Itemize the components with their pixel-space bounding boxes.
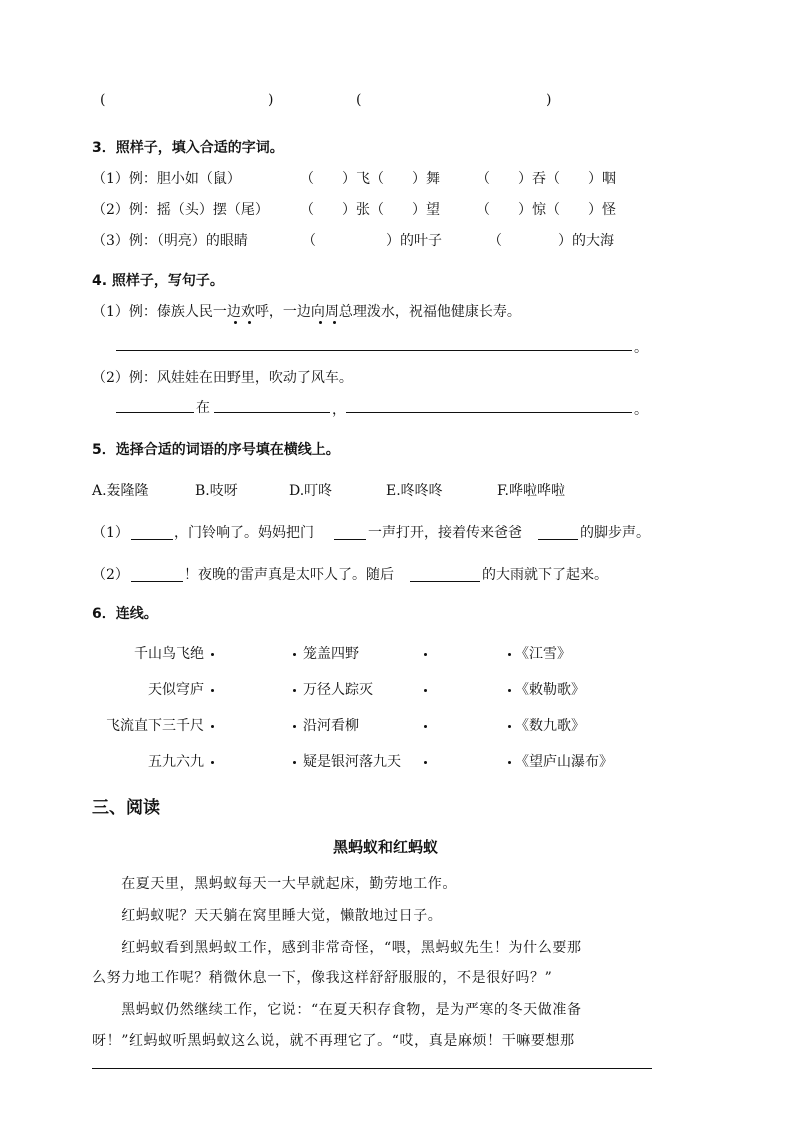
answer-line-2b[interactable] xyxy=(214,412,330,413)
q4-mid-word: 在 xyxy=(196,400,210,416)
match-right-1: 《江雪》 xyxy=(515,646,571,662)
s2-blank-1[interactable] xyxy=(131,581,183,582)
s1-text-3: 的脚步声。 xyxy=(580,525,650,541)
story-line-2: 红蚂蚁呢？天天躺在窝里睡大觉，懒散地过日子。 xyxy=(92,908,443,924)
match-dot-col2-right[interactable] xyxy=(424,725,427,728)
match-mid-3: 沿河看柳 xyxy=(303,718,359,734)
s1-blank-2[interactable] xyxy=(334,539,366,540)
emphasis-dot xyxy=(248,321,251,324)
option-f: F.哗啦哗啦 xyxy=(497,483,565,499)
footer-rule xyxy=(92,1068,652,1069)
q3-row1-label: （1）例：胆小如（鼠） xyxy=(92,171,241,187)
paren-open-1: ( xyxy=(100,92,106,108)
option-e: E.咚咚咚 xyxy=(386,483,443,499)
match-dot-col3[interactable] xyxy=(508,653,511,656)
match-dot-col1[interactable] xyxy=(211,761,214,764)
match-mid-4: 疑是银河落九天 xyxy=(303,754,401,770)
match-mid-2: 万径人踪灭 xyxy=(303,682,373,698)
s1-blank-1[interactable] xyxy=(131,539,173,540)
q3-row2-blank-b[interactable]: （ ）惊（ ）怪 xyxy=(476,202,616,218)
s2-text-1: ！夜晚的雷声真是太吓人了。随后 xyxy=(184,567,394,583)
s1-text-2: 一声打开，接着传来爸爸 xyxy=(368,525,522,541)
paren-close-1: ) xyxy=(268,92,274,108)
match-dot-col2[interactable] xyxy=(293,653,296,656)
answer-line-1[interactable] xyxy=(116,350,632,351)
emphasis-dot xyxy=(319,321,322,324)
match-right-4: 《望庐山瀑布》 xyxy=(515,754,613,770)
option-b: B.吱呀 xyxy=(195,483,238,499)
match-left-1: 千山鸟飞绝 xyxy=(134,646,204,662)
s2-blank-2[interactable] xyxy=(410,581,480,582)
paren-close-2: ) xyxy=(546,92,552,108)
q4-heading: 4. 照样子，写句子。 xyxy=(92,273,224,289)
match-dot-col1[interactable] xyxy=(211,689,214,692)
match-left-3: 飞流直下三千尺 xyxy=(106,718,204,734)
q3-row2-blank-a[interactable]: （ ）张（ ）望 xyxy=(300,202,440,218)
match-mid-1: 笼盖四野 xyxy=(303,646,359,662)
match-dot-col2[interactable] xyxy=(293,725,296,728)
story-title: 黑蚂蚁和红蚂蚁 xyxy=(333,838,439,856)
q5-heading: 5．选择合适的词语的序号填在横线上。 xyxy=(92,442,340,458)
q3-row1-blank-b[interactable]: （ ）吞（ ）咽 xyxy=(476,171,616,187)
q4-example-1: （1）例：傣族人民一边欢呼，一边向周总理泼水，祝福他健康长寿。 xyxy=(92,304,521,320)
match-dot-col2[interactable] xyxy=(293,761,296,764)
story-line-4: 么努力地工作呢？稍微休息一下，像我这样舒舒服服的，不是很好吗？” xyxy=(92,970,553,986)
answer-line-2a[interactable] xyxy=(116,412,194,413)
s2-text-2: 的大雨就下了起来。 xyxy=(482,567,608,583)
match-dot-col3[interactable] xyxy=(508,725,511,728)
q3-row3-label: （3）例：（明亮）的眼睛 xyxy=(92,233,248,249)
period-1: 。 xyxy=(634,340,648,356)
q3-heading: 3．照样子，填入合适的字词。 xyxy=(92,140,284,156)
section-heading: 三、阅读 xyxy=(92,798,160,818)
s2-prefix: （2） xyxy=(92,567,129,583)
s1-text-1: ，门铃响了。妈妈把门 xyxy=(174,525,314,541)
q6-heading: 6．连线。 xyxy=(92,606,158,622)
s1-blank-3[interactable] xyxy=(538,539,578,540)
q3-row2-label: （2）例：摇（头）摆（尾） xyxy=(92,202,269,218)
option-a: A.轰隆隆 xyxy=(92,483,149,499)
q4-example-2: （2）例：风娃娃在田野里，吹动了风车。 xyxy=(92,370,353,386)
q3-row1-blank-a[interactable]: （ ）飞（ ）舞 xyxy=(300,171,440,187)
match-dot-col2-right[interactable] xyxy=(424,761,427,764)
match-dot-col3[interactable] xyxy=(508,689,511,692)
match-left-2: 天似穹庐 xyxy=(148,682,204,698)
q3-row3-blank-b[interactable]: （ ）的大海 xyxy=(488,233,614,249)
match-dot-col1[interactable] xyxy=(211,653,214,656)
paren-open-2: ( xyxy=(356,92,362,108)
q4-comma: ， xyxy=(332,402,346,418)
s1-prefix: （1） xyxy=(92,525,129,541)
match-dot-col2[interactable] xyxy=(293,689,296,692)
story-line-5: 黑蚂蚁仍然继续工作，它说：“在夏天积存食物，是为严寒的冬天做准备 xyxy=(92,1002,582,1018)
match-right-2: 《敕勒歌》 xyxy=(515,682,585,698)
answer-line-2c[interactable] xyxy=(346,412,632,413)
match-dot-col3[interactable] xyxy=(508,761,511,764)
story-line-6: 呀！”红蚂蚁听黑蚂蚁这么说，就不再理它了。“哎，真是麻烦！干嘛要想那 xyxy=(92,1033,575,1049)
match-right-3: 《数九歌》 xyxy=(515,718,585,734)
match-left-4: 五九六九 xyxy=(148,754,204,770)
period-2: 。 xyxy=(634,402,648,418)
story-line-1: 在夏天里，黑蚂蚁每天一大早就起床，勤劳地工作。 xyxy=(92,876,457,892)
story-line-3: 红蚂蚁看到黑蚂蚁工作，感到非常奇怪，“喂，黑蚂蚁先生！为什么要那 xyxy=(92,940,582,956)
match-dot-col2-right[interactable] xyxy=(424,689,427,692)
match-dot-col2-right[interactable] xyxy=(424,653,427,656)
emphasis-dot xyxy=(234,321,237,324)
match-dot-col1[interactable] xyxy=(211,725,214,728)
q3-row3-blank-a[interactable]: （ ）的叶子 xyxy=(302,233,442,249)
emphasis-dot xyxy=(333,321,336,324)
option-d: D.叮咚 xyxy=(289,483,333,499)
